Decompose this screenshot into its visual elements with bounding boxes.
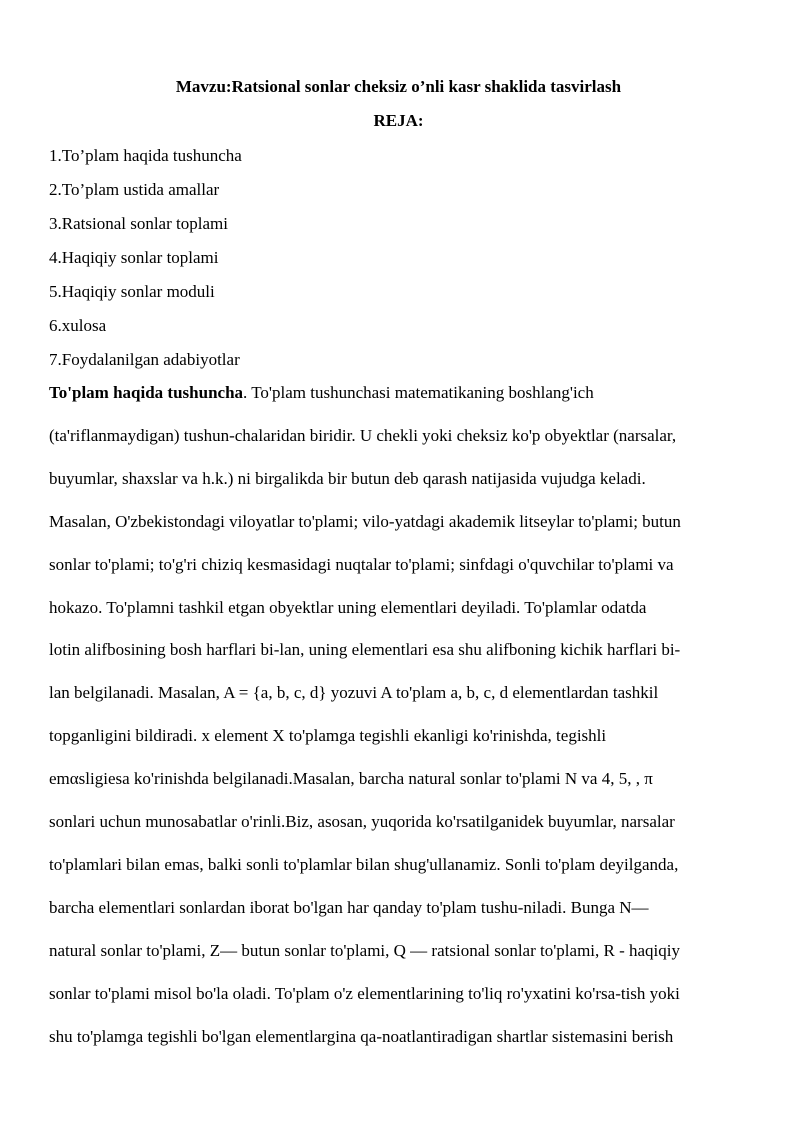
- section-lead-rest: . To'plam tushunchasi matematikaning boshlang'ich: [243, 383, 594, 402]
- paragraph-line: sonlari uchun munosabatlar o'rinli.Biz, asosan, yuqorida ko'rsatilganidek buyumlar, narsalar: [49, 812, 675, 832]
- paragraph-line: (ta'riflanmaydigan) tushun-chalaridan biridir. U chekli yoki cheksiz ko'p obyektlar (narsalar,: [49, 425, 677, 445]
- paragraph-line: buyumlar, shaxslar va h.k.) ni birgalikda bir butun deb qarash natijasida vujudga keladi.: [49, 468, 646, 488]
- paragraph-line: sonlar to'plami misol bo'la oladi. To'plam o'z elementlarining to'liq ro'yxatini ko'rsa-tish yoki: [49, 983, 680, 1003]
- paragraph-line: shu to'plamga tegishli bo'lgan elementlargina qa-noatlantiradigan shartlar sistemasini berish: [49, 1026, 674, 1046]
- plan-item: 4.Haqiqiy sonlar toplami: [49, 248, 219, 267]
- paragraph-line: sonlar to'plami; to'g'ri chiziq kesmasidagi nuqtalar to'plami; sinfdagi o'quvchilar to'plami va: [49, 554, 674, 574]
- paragraph-line: to'plamlari bilan emas, balki sonli to'plamlar bilan shug'ullanamiz. Sonli to'plam deyilganda,: [49, 854, 679, 874]
- plan-item: 3.Ratsional sonlar toplami: [49, 214, 228, 233]
- plan-item: 1.To’plam haqida tushuncha: [49, 146, 242, 165]
- plan-item: 6.xulosa: [49, 316, 107, 335]
- paragraph-line: natural sonlar to'plami, Z— butun sonlar to'plami, Q — ratsional sonlar to'plami, R - haqiqiy: [49, 940, 681, 960]
- paragraph-line: hokazo. To'plamni tashkil etgan obyektlar uning elementlari deyiladi. To'plamlar odatda: [49, 597, 647, 617]
- plan-list: [49, 139, 748, 377]
- paragraph-line: emαsligiesa ko'rinishda belgilanadi.Masalan, barcha natural sonlar to'plami N va 4, 5, , π: [49, 769, 653, 789]
- plan-heading: REJA:: [373, 111, 424, 130]
- section-body: [49, 372, 748, 1059]
- paragraph-line: Masalan, O'zbekistondagi viloyatlar to'plami; vilo-yatdagi akademik litseylar to'plami; butun: [49, 511, 681, 531]
- document-title: Mavzu:Ratsional sonlar cheksiz o’nli kasr shaklida tasvirlash: [175, 77, 622, 96]
- paragraph-line: barcha elementlari sonlardan iborat bo'lgan har qanday to'plam tushu-niladi. Bunga N—: [49, 897, 649, 917]
- paragraph-line: lotin alifbosining bosh harflari bi-lan, uning elementlari esa shu alifboning kichik harflari bi-: [49, 640, 681, 660]
- section-lead: To'plam haqida tushuncha: [49, 383, 244, 402]
- plan-item: 2.To’plam ustida amallar: [49, 180, 220, 199]
- paragraph-line: [49, 372, 748, 415]
- paragraph-line: lan belgilanadi. Masalan, A = {a, b, c, d} yozuvi A to'plam a, b, c, d elementlardan tashkil: [49, 683, 659, 703]
- plan-item: 7.Foydalanilgan adabiyotlar: [49, 350, 240, 369]
- paragraph-line: topganligini bildiradi. x element X to'plamga tegishli ekanligi ko'rinishda, tegishli: [49, 726, 607, 746]
- plan-item: 5.Haqiqiy sonlar moduli: [49, 282, 215, 301]
